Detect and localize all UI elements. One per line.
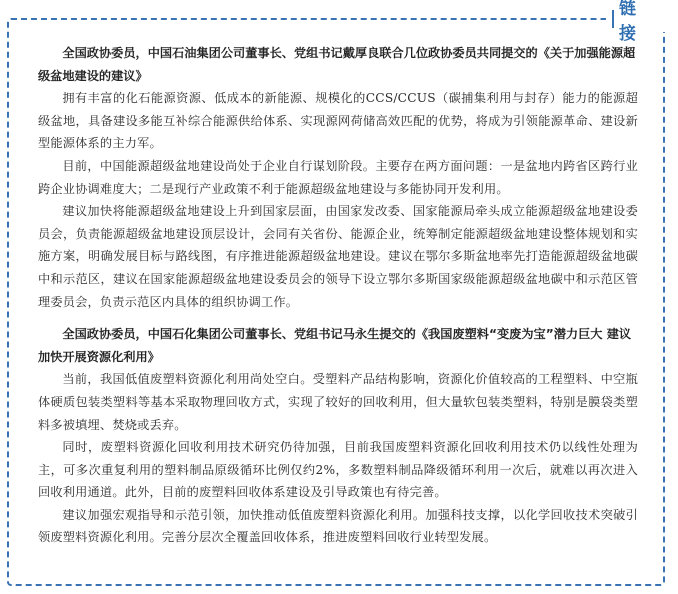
- proposal-title: 全国政协委员，中国石化集团公司董事长、党组书记马永生提交的《我国废塑料“变废为宝”潜力巨大 建议加快开展资源化利用》: [38, 327, 632, 364]
- tag-divider: [612, 10, 614, 28]
- proposal-paragraph: 目前，中国能源超级盆地建设尚处于企业自行谋划阶段。主要存在两方面问题：一是盆地内跨省区跨行业跨企业协调难度大；二是现行产业政策不利于能源超级盆地建设与多能协同开发利用。: [38, 158, 638, 196]
- proposal-title: 全国政协委员，中国石油集团公司董事长、党组书记戴厚良联合几位政协委员共同提交的《关于加强能源超级盆地建设的建议》: [38, 46, 636, 83]
- article-body: [38, 42, 638, 549]
- proposal-paragraph: 同时，废塑料资源化回收利用技术研究仍待加强，目前我国废塑料资源化回收利用技术仍以线性处理为主，可多次重复利用的塑料制品原级循环比例仅约2%，多数塑料制品降级循环利用一次后，就难以再次进入回收利用通道。此外，目前的废塑料回收体系建设及引导政策也有待完善。: [38, 440, 638, 500]
- proposal-item: [38, 42, 638, 313]
- proposal-paragraph: 当前，我国低值废塑料资源化利用尚处空白。受塑料产品结构影响，资源化价值较高的工程塑料、中空瓶体硬质包装类塑料等基本采取物理回收方式，实现了较好的回收利用，但大量软包装类塑料，特别是膜袋类塑料多被填埋、焚烧或丢弃。: [38, 372, 638, 432]
- proposal-item: [38, 323, 638, 549]
- proposal-paragraph: 建议加快将能源超级盆地建设上升到国家层面，由国家发改委、国家能源局牵头成立能源超级盆地建设委员会，负责能源超级盆地建设顶层设计，会同有关省份、能源企业，统筹制定能源超级盆地建设整体规划和实施方案，明确发展目标与路线图，有序推进能源超级盆地建设。建议在鄂尔多斯盆地率先打造能源超级盆地碳中和示范区，建议在国家能源超级盆地建设委员会的领导下设立鄂尔多斯国家级能源超级盆地碳中和示范区管理委员会，负责示范区内具体的组织协调工作。: [38, 204, 638, 309]
- section-tag: [606, 0, 670, 44]
- section-tag-label: 链 接: [619, 0, 640, 44]
- proposal-paragraph: 拥有丰富的化石能源资源、低成本的新能源、规模化的CCS/CCUS（碳捕集利用与封存）能力的能源超级盆地，具备建设多能互补综合能源供给体系、实现源网荷储高效匹配的优势，将成为引领能源革命、建设新型能源体系的主力军。: [38, 91, 638, 151]
- proposal-paragraph: 建议加强宏观指导和示范引领，加快推动低值废塑料资源化利用。加强科技支撑，以化学回收技术突破引领废塑料资源化利用。完善分层次全覆盖回收体系，推进废塑料回收行业转型发展。: [38, 507, 638, 545]
